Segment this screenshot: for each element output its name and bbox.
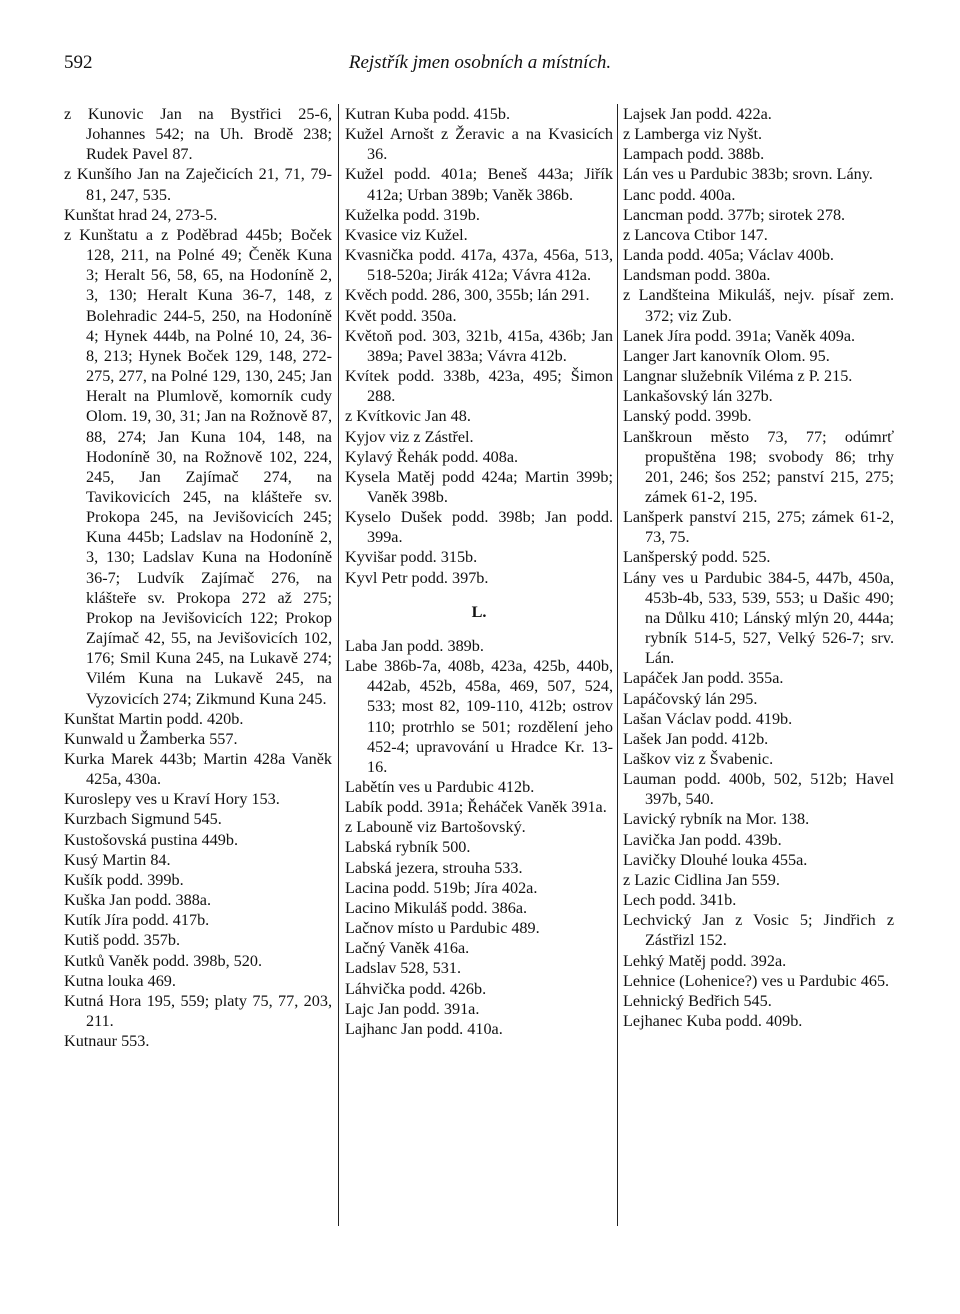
index-entry: Lejhanec Kuba podd. 409b. [623,1012,803,1031]
index-entry: Kvěch podd. 286, 300, 355b; lán 291. [345,286,590,305]
index-entry: z Landšteina Mikuláš, nejv. písař zem. 372; viz Zub. [623,286,894,325]
index-entry: Langer Jart kanovník Olom. 95. [623,346,830,365]
index-entry: Kuška Jan podd. 388a. [64,891,212,910]
index-entry: z Lazic Cidlina Jan 559. [623,870,780,889]
index-entry: Landa podd. 405a; Václav 400b. [623,246,834,265]
index-entry: Kunštat hrad 24, 273-5. [64,205,218,224]
index-entry: Lacina podd. 519b; Jíra 402a. [345,878,538,897]
index-column-2-l [345,636,613,1039]
index-entry: z Kunštatu a z Poděbrad 445b; Boček 128, 211, na Polné 49; Čeněk Kuna 3; Heralt 56, 58, 65, na Hodoníně 2, 3, 130; Heralt Kuna 36-7, 148, z Bolehradic 244-5, 250, na Hodoníně 4; Hynek 444b, na Polné 10, 24, 36-8, 213; Hynek Boček 129, 148, 272-275, 277, na Polné 129, 130, 245; Jan Heralt na Plumlově, komorník cudy Olom. 19, 30, 31; Jan na Rožnově 87, 88, 274; Jan Kuna 104, 148, na Hodoníně 30, na Rožnově 102, 224, 245, Jan Zajímač 274, na Tavikovicích 245, na klášteře sv. Prokopa 245, na Jevišovicích 245; Kuna 445b; Ladslav na Hodoníně 2, 3, 130; Ladslav Kuna na Hodoníně 36-7; Ludvík Zajímač 276, na klášteře sv. Prokopa 272 až 275; Prokop na Jevišovicích 122; Prokop Zajímač 42, 55, na Jevišovicích 102, 176; Smil Kuna 245, na Lukavě 274; Vilém Kuna na Lukavě 245, na Vyzovicích 274; Zikmund Kuna 245. [64,225,332,708]
index-entry: Lapáčovský lán 295. [623,689,758,708]
index-entry: Kutnaur 553. [64,1032,150,1051]
index-entry: Lašek Jan podd. 412b. [623,729,769,748]
index-entry: Kutík Jíra podd. 417b. [64,911,210,930]
page-number: 592 [64,52,93,73]
index-entry: z Kunovic Jan na Bystřici 25-6, Johannes 542; na Uh. Brodě 238; Rudek Pavel 87. [64,105,332,164]
index-entry: Labe 386b-7a, 408b, 423a, 425b, 440b, 442ab, 452b, 458a, 469, 507, 524, 533; most 82, 109-110, 412b; ostrov 110; protrhlo se 501; rozdělení jeho 452-4; upravování u Hradce Kr. 13-16. [345,657,613,776]
index-entry: Kužel podd. 401a; Beneš 443a; Jiřík 412a; Urban 389b; Vaněk 386b. [345,165,613,204]
index-entry: Kusý Martin 84. [64,850,171,869]
index-entry: Kutiš podd. 357b. [64,931,181,950]
section-letter-l: L. [471,602,487,621]
index-entry: Lanský podd. 399b. [623,407,752,426]
index-entry: Lankašovský lán 327b. [623,387,773,406]
index-entry: Kutna louka 469. [64,971,176,990]
index-entry: Labská jezera, strouha 533. [345,858,523,877]
index-entry: Kyjov viz z Zástřel. [345,427,474,446]
index-entry: z Lamberga viz Nyšt. [623,125,763,144]
index-entry: Kutků Vaněk podd. 398b, 520. [64,951,262,970]
index-entry: Kustošovská pustina 449b. [64,830,239,849]
index-column-1 [64,104,332,1051]
index-entry: Lampach podd. 388b. [623,145,765,164]
index-entry: Lanškroun město 73, 77; odúmrť propuštěna 198; svobody 86; trhy 201, 246; šos 252; panství 215, 275; zámek 61-2, 195. [623,427,894,506]
index-entry: Kutná Hora 195, 559; platy 75, 77, 203, 211. [64,991,332,1031]
index-entry: Kyselo Dušek podd. 398b; Jan podd. 399a. [345,508,613,547]
index-entry: Kvítek podd. 338b, 423a, 495; Šimon 288. [345,367,613,406]
index-entry: Ladslav 528, 531. [345,959,461,978]
index-entry: Lauman podd. 400b, 502, 512b; Havel 397b, 540. [623,770,894,809]
index-entry: Lehnice (Lohenice?) ves u Pardubic 465. [623,971,890,990]
index-entry: Kyvišar podd. 315b. [345,548,478,567]
index-entry: Lány ves u Pardubic 384-5, 447b, 450a, 453b-4b, 533, 539, 553; u Dašic 490; na Důlku 410; Lánský mlýn 20, 444a; rybník 514-5, 527, Velký 526-7; srv. Lán. [623,568,894,668]
index-entry: Lancman podd. 377b; sirotek 278. [623,205,846,224]
index-entry: Kysela Matěj podd 424a; Martin 399b; Vaněk 398b. [345,467,613,506]
column-divider-right [617,104,618,1226]
index-entry: z Kunšího Jan na Zaječicích 21, 71, 79-81, 247, 535. [64,165,332,204]
index-entry: Lavičky Dlouhé louka 455a. [623,850,808,869]
index-entry: Lacino Mikuláš podd. 386a. [345,898,528,917]
index-entry: Kuroslepy ves u Kraví Hory 153. [64,790,280,809]
index-entry: Lajhanc Jan podd. 410a. [345,1019,503,1038]
page-header [64,52,896,82]
index-entry: Labík podd. 391a; Řeháček Vaněk 391a. [345,798,607,817]
index-entry: Lačný Vaněk 416a. [345,939,470,958]
index-entry: Lehký Matěj podd. 392a. [623,951,787,970]
index-entry: Květ podd. 350a. [345,306,457,325]
index-entry: Kušík podd. 399b. [64,870,184,889]
index-entry: Lán ves u Pardubic 383b; srovn. Lány. [623,165,873,184]
index-column-2-k [345,104,613,588]
index-entry: Lajsek Jan podd. 422a. [623,105,772,123]
index-entry: z Kvítkovic Jan 48. [345,407,471,426]
index-entry: Kunštat Martin podd. 420b. [64,709,244,728]
index-entry: Kunwald u Žamberka 557. [64,729,238,748]
index-entry: z Lancova Ctibor 147. [623,225,768,244]
index-entry: Květoň pod. 303, 321b, 415a, 436b; Jan 389a; Pavel 383a; Vávra 412b. [345,326,613,365]
running-title: Rejstřík jmen osobních a místních. [348,52,612,73]
index-entry: Kvasice viz Kužel. [345,225,468,244]
index-entry: Lech podd. 341b. [623,891,737,910]
index-entry: Langnar služebník Viléma z P. 215. [623,367,853,386]
index-entry: Landsman podd. 380a. [623,266,771,285]
index-entry: Kuželka podd. 319b. [345,205,480,224]
index-entry: Lanc podd. 400a. [623,185,736,204]
index-entry: Lačnov místo u Pardubic 489. [345,919,540,938]
index-entry: Laškov viz z Švabenic. [623,750,774,768]
index-entry: Lapáček Jan podd. 355a. [623,669,784,688]
index-entry: Labská rybník 500. [345,838,471,857]
index-entry: Lehnický Bedřich 545. [623,991,772,1010]
index-entry: Lajc Jan podd. 391a. [345,999,480,1018]
index-entry: Kyvl Petr podd. 397b. [345,568,489,587]
index-entry: Lanšperk panství 215, 275; zámek 61-2, 73, 75. [623,508,894,547]
index-entry: Kurka Marek 443b; Martin 428a Vaněk 425a, 430a. [64,750,332,789]
index-entry: Lechvický Jan z Vosic 5; Jindřich z Zástřizl 152. [623,911,894,950]
index-entry: Kutran Kuba podd. 415b. [345,105,510,123]
index-entry: Láhvička podd. 426b. [345,979,487,998]
index-entry: Kylavý Řehák podd. 408a. [345,447,519,466]
index-entry: Lanšperský podd. 525. [623,548,771,567]
index-entry: Lavička Jan podd. 439b. [623,830,782,849]
index-entry: Kvasnička podd. 417a, 437a, 456a, 513, 518-520a; Jirák 412a; Vávra 412a. [345,246,613,285]
index-entry: Lašan Václav podd. 419b. [623,709,793,728]
index-entry: Kurzbach Sigmund 545. [64,810,222,829]
index-entry: z Labouně viz Bartošovský. [345,818,526,837]
index-entry: Lavický rybník na Mor. 138. [623,810,810,829]
index-entry: Labětín ves u Pardubic 412b. [345,778,535,796]
index-entry: Kužel Arnošt z Žeravic a na Kvasicích 36. [345,125,613,164]
index-column-2 [345,104,613,1039]
index-column-3 [623,104,894,1031]
column-divider-left [338,104,339,1226]
index-entry: Lanek Jíra podd. 391a; Vaněk 409a. [623,326,856,345]
index-entry: Laba Jan podd. 389b. [345,636,484,655]
